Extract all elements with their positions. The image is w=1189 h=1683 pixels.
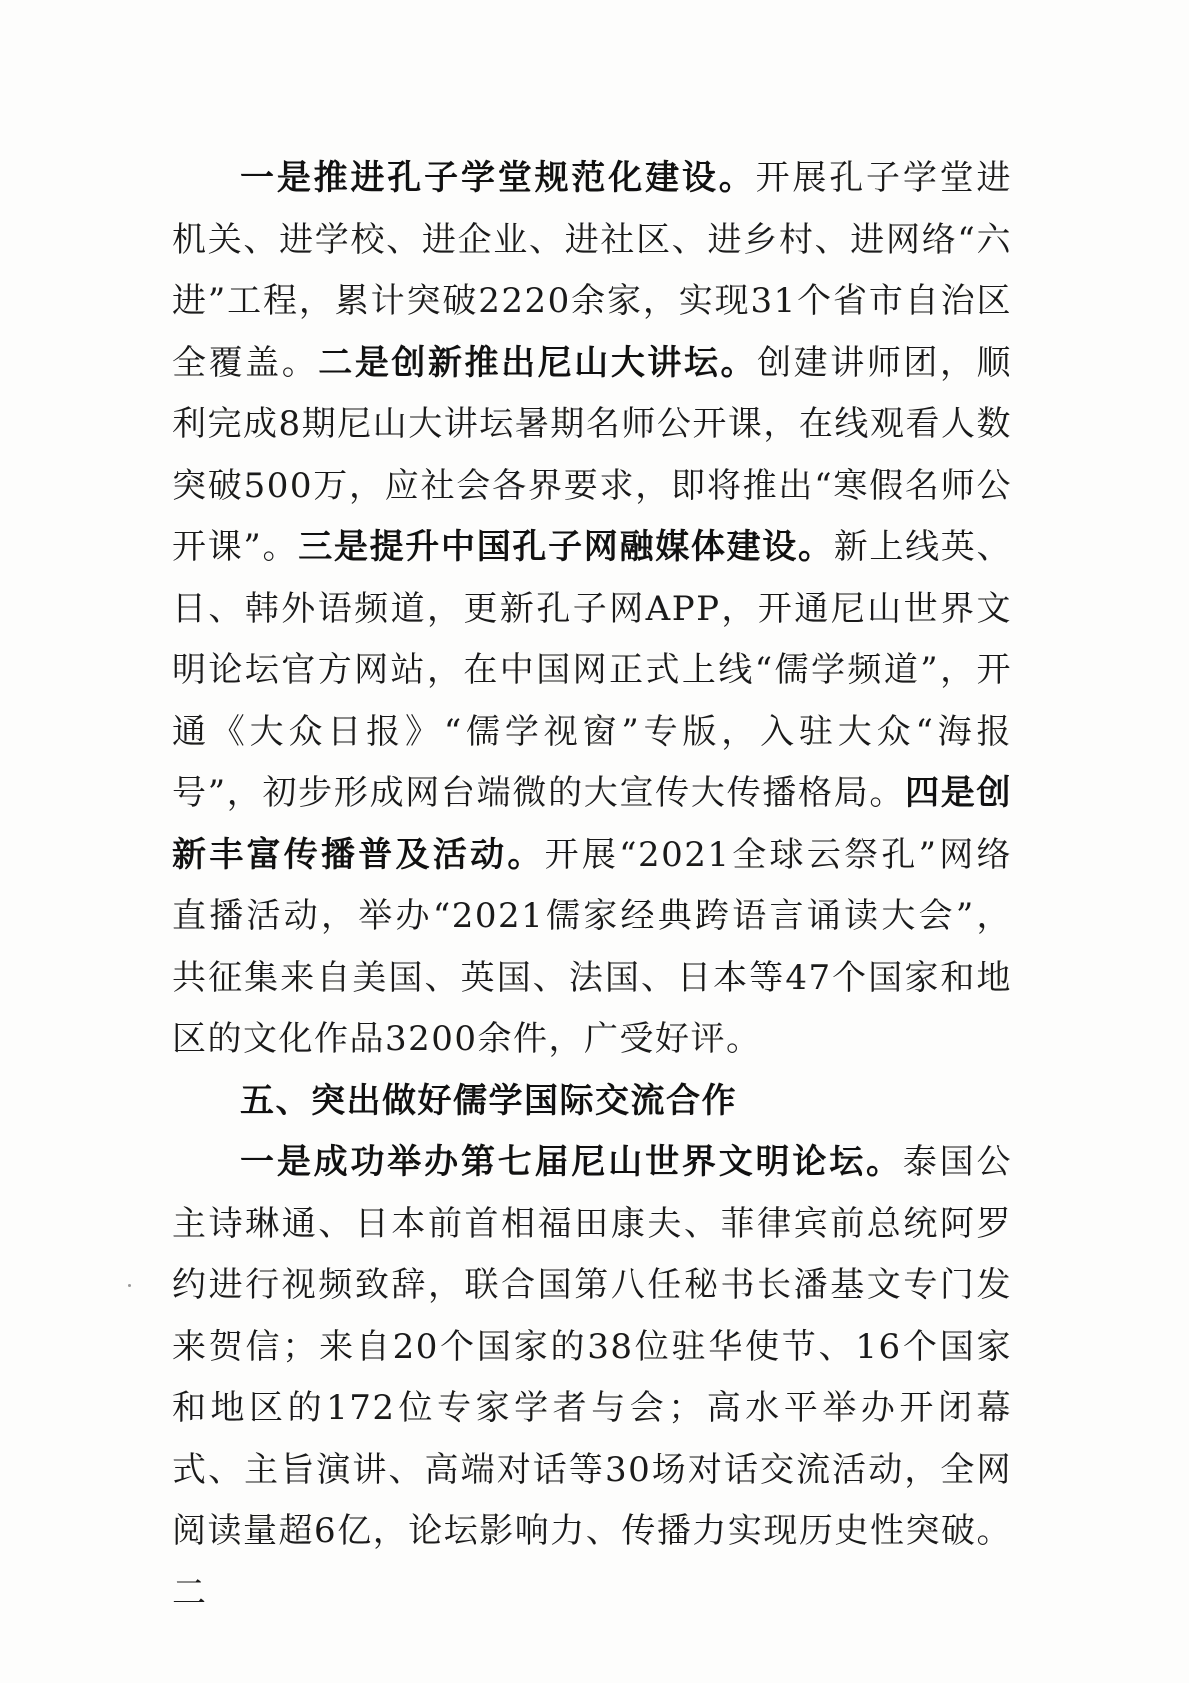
- body-sentence-3: 新上线英、日、韩外语频道，更新孔子网APP，开通尼山世界文明论坛官方网站，在中国网正式上线“儒学频道”，开通《大众日报》“儒学视窗”专版，入驻大众“海报号”，初步形成网台端微的大宣传大传播格局。: [172, 527, 1013, 813]
- paragraph-cultural-dissemination: [172, 148, 1012, 1071]
- section-heading: 五、突出做好儒学国际交流合作: [240, 1080, 737, 1121]
- lead-phrase-5: 一是成功举办第七届尼山世界文明论坛。: [240, 1142, 903, 1182]
- lead-phrase-1: 一是推进孔子学堂规范化建设。: [240, 158, 756, 198]
- body-sentence-4: 开展“2021全球云祭孔”网络直播活动，举办“2021儒家经典跨语言诵读大会”，共征集来自美国、英国、法国、日本等47个国家和地区的文化作品3200余件，广受好评。: [172, 834, 1013, 1059]
- body-sentence-5: 泰国公主诗琳通、日本前首相福田康夫、菲律宾前总统阿罗约进行视频致辞，联合国第八任秘书长潘基文专门发来贺信；来自20个国家的38位驻华使节、16个国家和地区的172位专家学者与会；高水平举办开闭幕式、主旨演讲、高端对话等30场对话交流活动，全网阅读量超6亿，论坛影响力、传播力实现历史性突破。二: [172, 1142, 1013, 1613]
- lead-phrase-4: 四是创新丰富传播普及活动。: [172, 773, 1012, 875]
- body-text: [172, 148, 1012, 1624]
- lead-phrase-3: 三是提升中国孔子网融媒体建设。: [298, 527, 834, 567]
- lead-phrase-2: 二是创新推出尼山大讲坛。: [318, 342, 758, 383]
- paragraph-international-exchange: [172, 1132, 1012, 1624]
- body-sentence-1: 开展孔子学堂进机关、进学校、进企业、进社区、进乡村、进网络“六进”工程，累计突破2220余家，实现31个省市自治区全覆盖。: [172, 158, 1013, 383]
- scan-speck: [128, 1284, 131, 1287]
- body-sentence-2: 创建讲师团，顺利完成8期尼山大讲坛暑期名师公开课，在线观看人数突破500万，应社会各界要求，即将推出“寒假名师公开课”。: [172, 342, 1013, 567]
